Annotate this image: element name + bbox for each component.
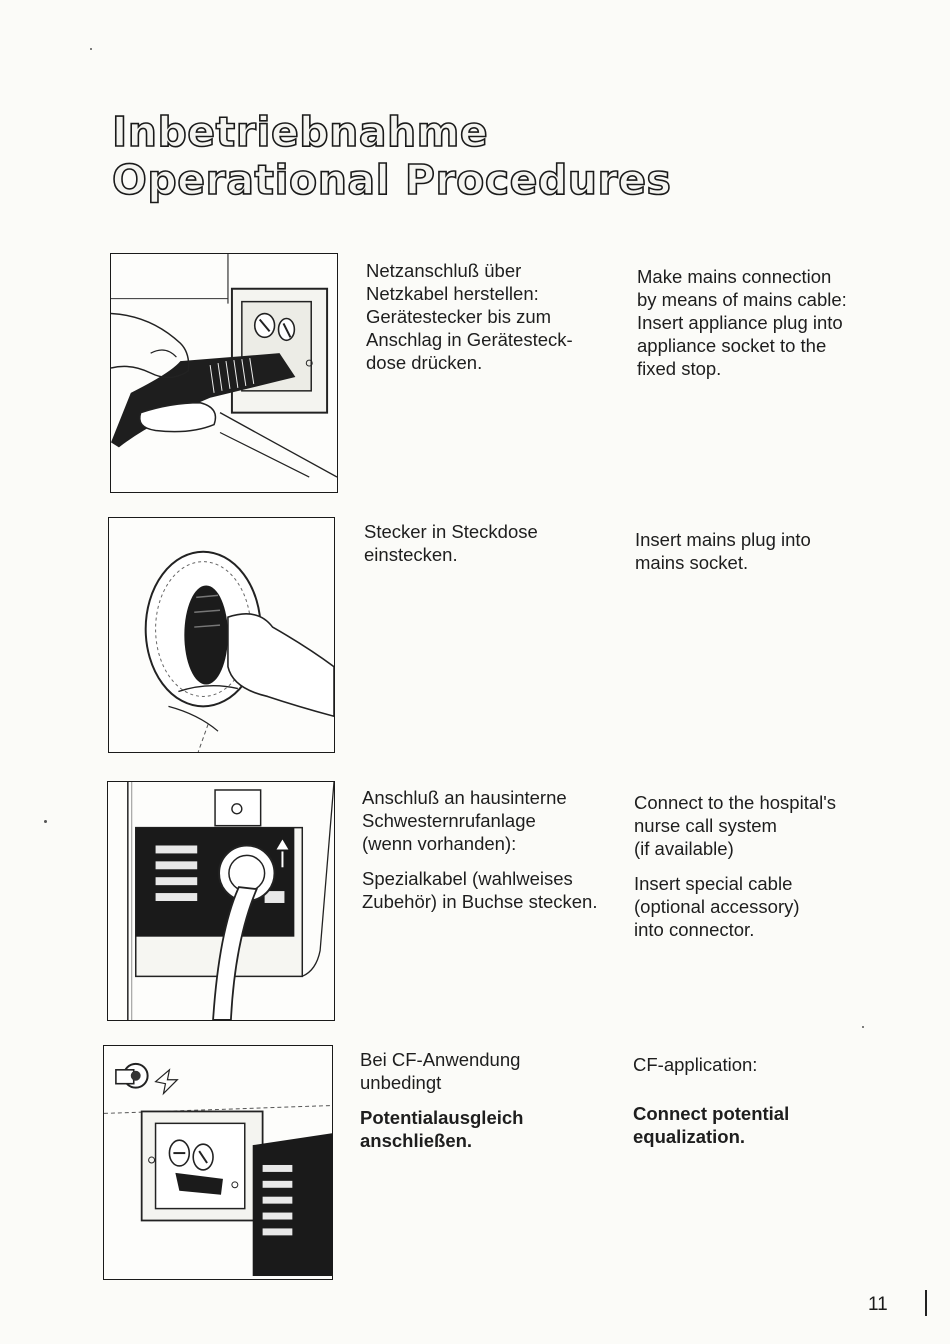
scan-speck bbox=[862, 1026, 864, 1028]
text-line: Anschluß an hausinterne bbox=[362, 787, 567, 808]
step-1-german bbox=[366, 259, 573, 374]
nurse-call-connector-drawing bbox=[108, 782, 334, 1020]
mains-socket-drawing bbox=[109, 518, 334, 752]
text-line: Schwesternrufanlage bbox=[362, 810, 536, 831]
text-line: appliance socket to the bbox=[637, 335, 827, 356]
text-line: by means of mains cable: bbox=[637, 289, 847, 310]
text-line: Netzanschluß über bbox=[366, 260, 522, 281]
text-line: unbedingt bbox=[360, 1072, 442, 1093]
text-line: dose drücken. bbox=[366, 352, 483, 373]
text-line: Make mains connection bbox=[637, 266, 832, 287]
text-line: (optional accessory) bbox=[634, 896, 800, 917]
potential-equalization-drawing bbox=[104, 1046, 332, 1279]
edge-line bbox=[925, 1290, 927, 1316]
text-line: Insert mains plug into bbox=[635, 529, 811, 550]
step-2-german bbox=[364, 520, 538, 566]
illustration-potential-equalization bbox=[103, 1045, 333, 1280]
text-line: Stecker in Steckdose bbox=[364, 521, 538, 542]
text-line: (wenn vorhanden): bbox=[362, 833, 517, 854]
text-line: into connector. bbox=[634, 919, 755, 940]
text-line: nurse call system bbox=[634, 815, 777, 836]
text-line: fixed stop. bbox=[637, 358, 722, 379]
illustration-nurse-call-connector bbox=[107, 781, 335, 1021]
text-line: einstecken. bbox=[364, 544, 458, 565]
illustration-mains-socket bbox=[108, 517, 335, 753]
text-line: Gerätestecker bis zum bbox=[366, 306, 552, 327]
text-line-bold: Potentialausgleich bbox=[360, 1107, 524, 1128]
title-german: Inbetriebnahme bbox=[112, 108, 489, 156]
text-line: Zubehör) in Buchse stecken. bbox=[362, 891, 598, 912]
text-line-bold: equalization. bbox=[633, 1126, 746, 1147]
step-2-english bbox=[635, 528, 811, 574]
text-line: Insert appliance plug into bbox=[637, 312, 843, 333]
text-line: CF-application: bbox=[633, 1054, 758, 1075]
step-3-german bbox=[362, 786, 598, 913]
text-line: Netzkabel herstellen: bbox=[366, 283, 539, 304]
title-english: Operational Procedures bbox=[112, 156, 672, 204]
scan-speck bbox=[44, 820, 47, 823]
page-number: 11 bbox=[868, 1294, 888, 1315]
text-line-bold: anschließen. bbox=[360, 1130, 473, 1151]
text-line: mains socket. bbox=[635, 552, 749, 573]
scan-speck bbox=[90, 48, 92, 50]
text-line: Anschlag in Gerätesteck- bbox=[366, 329, 573, 350]
text-line: Connect to the hospital's bbox=[634, 792, 837, 813]
step-1-english bbox=[637, 265, 847, 380]
step-4-english bbox=[633, 1053, 789, 1148]
appliance-plug-drawing bbox=[111, 254, 337, 492]
step-3-english bbox=[634, 791, 836, 941]
text-line: Spezialkabel (wahlweises bbox=[362, 868, 573, 889]
text-line-bold: Connect potential bbox=[633, 1103, 790, 1124]
step-4-german bbox=[360, 1048, 523, 1152]
text-line: Insert special cable bbox=[634, 873, 793, 894]
text-line: Bei CF-Anwendung bbox=[360, 1049, 521, 1070]
illustration-appliance-plug bbox=[110, 253, 338, 493]
text-line: (if available) bbox=[634, 838, 734, 859]
